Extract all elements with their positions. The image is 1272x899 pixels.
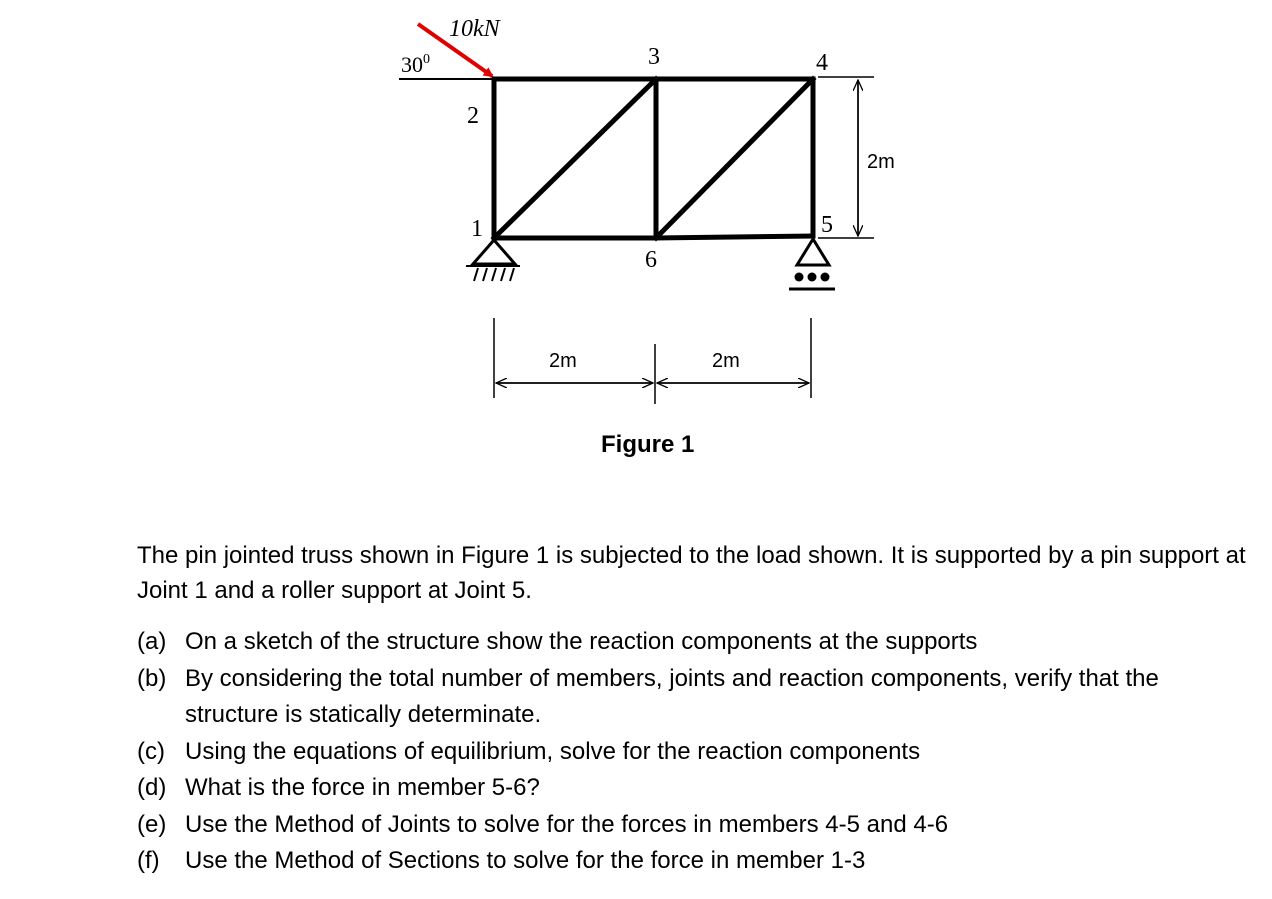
question-item — [137, 624, 1247, 661]
member-1-3 — [494, 79, 656, 238]
question-label: (a) — [137, 628, 167, 655]
span-dimensions — [494, 318, 811, 404]
joint-label-2: 2 — [467, 103, 479, 129]
roller-support — [789, 239, 835, 289]
member-6-4 — [656, 79, 813, 238]
question-text: Using the equations of equilibrium, solve for the reaction components — [185, 737, 921, 765]
height-dimension-label: 2m — [867, 151, 895, 173]
question-text: What is the force in member 5-6? — [185, 774, 540, 801]
question-text: By considering the total number of members, joints and reaction components, verify that the structure is statically determinate. — [185, 664, 1159, 728]
joint-label-6: 6 — [645, 247, 657, 273]
problem-intro: The pin jointed truss shown in Figure 1 is subjected to the load shown. It is supported by a pin support at Joint 1 and a roller support at Joint 5. — [137, 542, 1246, 604]
question-list — [137, 624, 1247, 880]
question-item — [137, 843, 1247, 880]
span-dimension-right-label: 2m — [712, 350, 740, 372]
truss-members — [494, 79, 813, 238]
problem-statement — [137, 538, 1247, 880]
question-text: Use the Method of Sections to solve for the force in member 1-3 — [185, 847, 866, 874]
question-label: (b) — [137, 664, 167, 692]
question-label: (e) — [137, 810, 167, 838]
joint-label-1: 1 — [471, 216, 483, 242]
question-item — [137, 807, 1247, 844]
question-text: On a sketch of the structure show the reaction components at the supports — [185, 628, 978, 655]
joint-label-4: 4 — [816, 50, 828, 76]
joint-label-5: 5 — [821, 212, 833, 238]
angle-label: $30^0$ — [401, 52, 430, 77]
figure-caption: Figure 1 — [601, 431, 695, 458]
question-item — [137, 661, 1247, 734]
question-label: (f) — [137, 847, 160, 874]
question-item — [137, 734, 1247, 771]
pin-support — [466, 240, 520, 281]
load-label: 10kN — [449, 16, 500, 42]
joint-label-3: 3 — [648, 44, 660, 70]
question-label: (c) — [137, 737, 165, 765]
member-6-5 — [656, 236, 813, 238]
question-label: (d) — [137, 774, 167, 801]
question-text: Use the Method of Joints to solve for the forces in members 4-5 and 4-6 — [185, 810, 949, 838]
question-item — [137, 770, 1247, 807]
span-dimension-left-label: 2m — [549, 350, 577, 372]
